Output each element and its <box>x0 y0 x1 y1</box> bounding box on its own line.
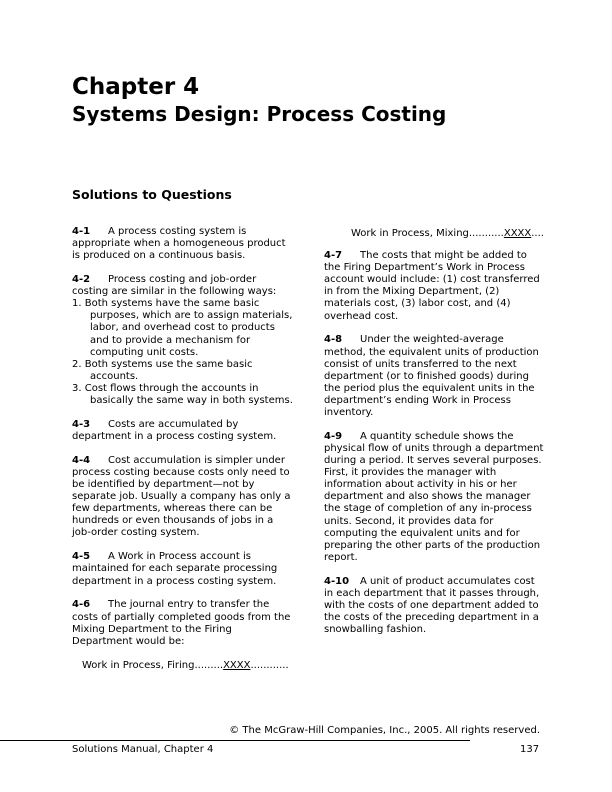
question-number: 4-1 <box>72 226 91 237</box>
journal-account: Work in Process, Mixing........... <box>351 228 504 239</box>
question-4-6 <box>72 599 294 647</box>
journal-entry-credit <box>324 228 544 240</box>
question-4-8 <box>324 334 544 419</box>
journal-amount: XXXX <box>503 228 532 239</box>
question-text: Under the weighted-average method, the equivalent units of production consist of units transferred to the next department (or to finished goods) during the period plus the equivalent units in the department’s ending Work in Process inventory. <box>324 334 539 419</box>
question-4-9 <box>324 431 544 564</box>
journal-leader: .... <box>531 228 544 239</box>
question-text: A Work in Process account is maintained for each separate processing department in a process costing system. <box>72 551 278 587</box>
question-number: 4-8 <box>324 334 343 346</box>
question-number: 4-9 <box>324 430 343 442</box>
copyright-notice: © The McGraw-Hill Companies, Inc., 2005. All rights reserved. <box>229 725 540 736</box>
page-number: 137 <box>520 744 540 755</box>
journal-account: Work in Process, Firing......... <box>82 659 224 671</box>
footer-divider <box>0 740 470 741</box>
question-text: A unit of product accumulates cost in each department that it passes through, with the costs of one department added to the costs of the preceding department in a snowballing fashion. <box>324 575 540 636</box>
list-item: 3. Cost flows through the accounts in basically the same way in both systems. <box>72 382 293 407</box>
question-number: 4-3 <box>72 418 91 430</box>
question-4-7 <box>324 250 544 323</box>
similarities-list <box>72 298 294 407</box>
question-4-4 <box>72 455 294 540</box>
chapter-heading: Chapter 4 <box>72 74 200 100</box>
journal-leader: ............ <box>250 659 289 671</box>
chapter-title: Systems Design: Process Costing <box>72 102 447 126</box>
list-item: 2. Both systems use the same basic accounts. <box>72 358 253 382</box>
question-number: 4-10 <box>324 575 350 587</box>
right-column <box>324 228 544 648</box>
question-4-10 <box>324 576 544 636</box>
section-title: Solutions to Questions <box>72 187 232 202</box>
question-text: Cost accumulation is simpler under process costing because costs only need to be identified by department—not by separate job. Usually a company has only a few departments, whereas there can be hundreds or even thousands of jobs in a job-order costing system. <box>72 454 291 539</box>
question-4-3 <box>72 419 294 443</box>
question-text: Process costing and job-order costing are similar in the following ways: <box>72 274 277 298</box>
question-4-5 <box>72 551 294 587</box>
left-column <box>72 226 294 672</box>
journal-amount: XXXX <box>223 659 251 671</box>
question-4-2 <box>72 274 294 298</box>
question-text: A process costing system is appropriate when a homogeneous product is produced on a continuous basis. <box>72 226 286 262</box>
journal-entry-debit <box>72 660 294 672</box>
list-item: 1. Both systems have the same basic purposes, which are to assign materials, labor, and overhead cost to products and to provide a mechanism for computing unit costs. <box>72 298 293 358</box>
question-number: 4-7 <box>324 250 343 262</box>
question-number: 4-2 <box>72 274 91 286</box>
question-number: 4-6 <box>72 599 91 611</box>
question-number: 4-5 <box>72 551 91 563</box>
question-text: A quantity schedule shows the physical flow of units through a department during a period. It serves several purposes. First, it provides the manager with information about activity in his or her department and also shows the manager the stage of completion of any in-process units. Second, it provides data for computing the equivalent units and for preparing the other parts of the production report. <box>324 430 544 563</box>
question-number: 4-4 <box>72 454 91 466</box>
question-4-1 <box>72 226 294 262</box>
footer-title: Solutions Manual, Chapter 4 <box>72 744 214 755</box>
question-text: Costs are accumulated by department in a process costing system. <box>72 418 277 442</box>
question-text: The costs that might be added to the Firing Department’s Work in Process account would include: (1) cost transferred in from the Mixing Department, (2) materials cost, (3) labor cost, and (4) overhead cost. <box>324 250 540 322</box>
question-text: The journal entry to transfer the costs of partially completed goods from the Mixing Department to the Firing Department would be: <box>72 599 291 647</box>
